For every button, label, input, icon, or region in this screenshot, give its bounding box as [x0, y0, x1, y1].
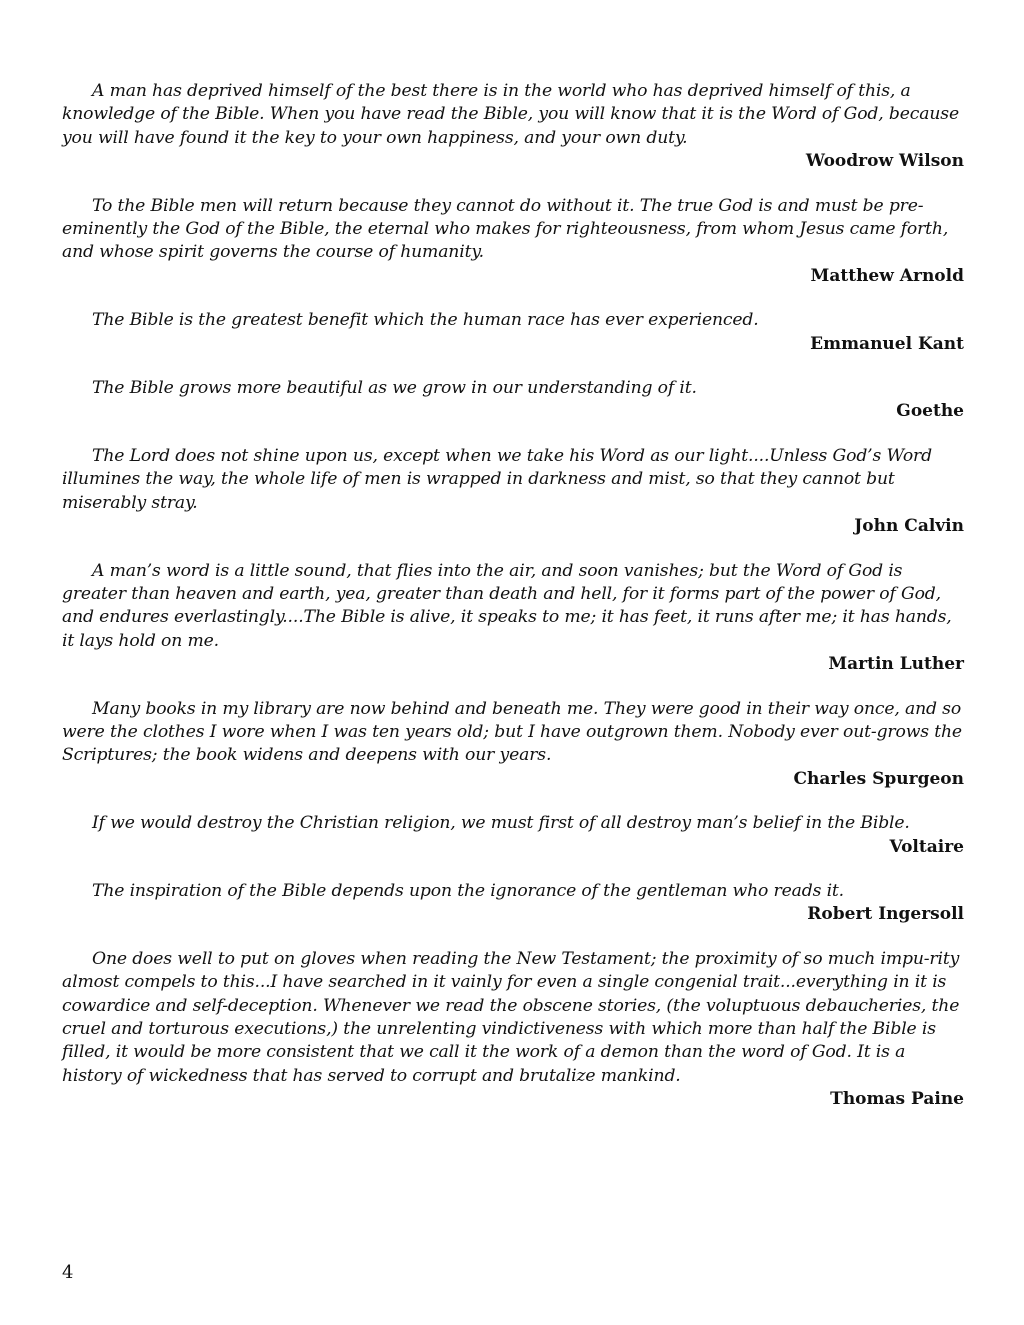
quote-matthew-arnold	[62, 195, 964, 289]
quote-text: If we would destroy the Christian religion, we must first of all destroy man’s belief in the Bible.	[92, 813, 910, 834]
quote-author: Thomas Paine	[830, 1089, 964, 1110]
quote-author: Matthew Arnold	[810, 265, 964, 286]
quote-author: Robert Ingersoll	[807, 904, 964, 925]
quote-emmanuel-kant	[62, 309, 964, 356]
quote-text: The inspiration of the Bible depends upon the ignorance of the gentleman who reads it.	[92, 880, 844, 901]
page-number: 4	[62, 1262, 74, 1283]
quote-text: One does well to put on gloves when reading the New Testament; the proximity of so much impu-rity almost compels to this...I have searched in it vainly for even a single congenial trait...everything in it is cowardice and self-deception. Whenever we read the obscene stories, (the voluptuous debaucheries, the cruel and torturous executions,) the unrelenting vindictiveness with which more than half the Bible is filled, it would be more consistent that we call it the work of a demon than the word of God. It is a history of wickedness that has served to corrupt and brutalize mankind.	[62, 948, 960, 1086]
quote-text: Many books in my library are now behind and beneath me. They were good in their way once, and so were the clothes I wore when I was ten years old; but I have outgrown them. Nobody ever out-grows the Scriptures; the book widens and deepens with our years.	[62, 698, 962, 766]
quote-text: A man’s word is a little sound, that flies into the air, and soon vanishes; but the Word of God is greater than heaven and earth, yea, greater than death and hell, for it forms part of the power of God, and endures everlastingly....The Bible is alive, it speaks to me; it has feet, it runs after me; it has hands, it lays hold on me.	[62, 560, 952, 651]
quote-john-calvin	[62, 445, 964, 539]
quote-thomas-paine	[62, 948, 964, 1112]
quote-text: The Bible is the greatest benefit which the human race has ever experienced.	[92, 310, 759, 331]
quote-martin-luther	[62, 560, 964, 677]
quote-text: The Lord does not shine upon us, except when we take his Word as our light....Unless God’s Word illumines the way, the whole life of men is wrapped in darkness and mist, so that they cannot but miserably stray.	[62, 445, 932, 513]
quote-robert-ingersoll	[62, 880, 964, 927]
quote-text: To the Bible men will return because they cannot do without it. The true God is and must be pre-eminently the God of the Bible, the eternal who makes for righteousness, from whom Jesus came forth, and whose spirit governs the course of humanity.	[62, 195, 949, 263]
quote-author: Martin Luther	[828, 654, 964, 675]
quote-text: The Bible grows more beautiful as we grow in our understanding of it.	[92, 378, 697, 399]
quote-woodrow-wilson	[62, 80, 964, 174]
quote-author: Emmanuel Kant	[810, 333, 964, 354]
quote-author: Goethe	[896, 401, 964, 422]
quote-text: A man has deprived himself of the best there is in the world who has deprived himself of this, a knowledge of the Bible. When you have read the Bible, you will know that it is the Word of God, because you will have found it the key to your own happiness, and your own duty.	[62, 81, 959, 148]
quote-voltaire	[62, 812, 964, 859]
quote-author: Woodrow Wilson	[805, 151, 964, 172]
quote-author: Charles Spurgeon	[793, 768, 964, 789]
quotes-page	[62, 80, 964, 1133]
quote-author: Voltaire	[889, 836, 964, 857]
quote-charles-spurgeon	[62, 698, 964, 792]
quote-goethe	[62, 377, 964, 424]
quote-author: John Calvin	[854, 516, 964, 537]
